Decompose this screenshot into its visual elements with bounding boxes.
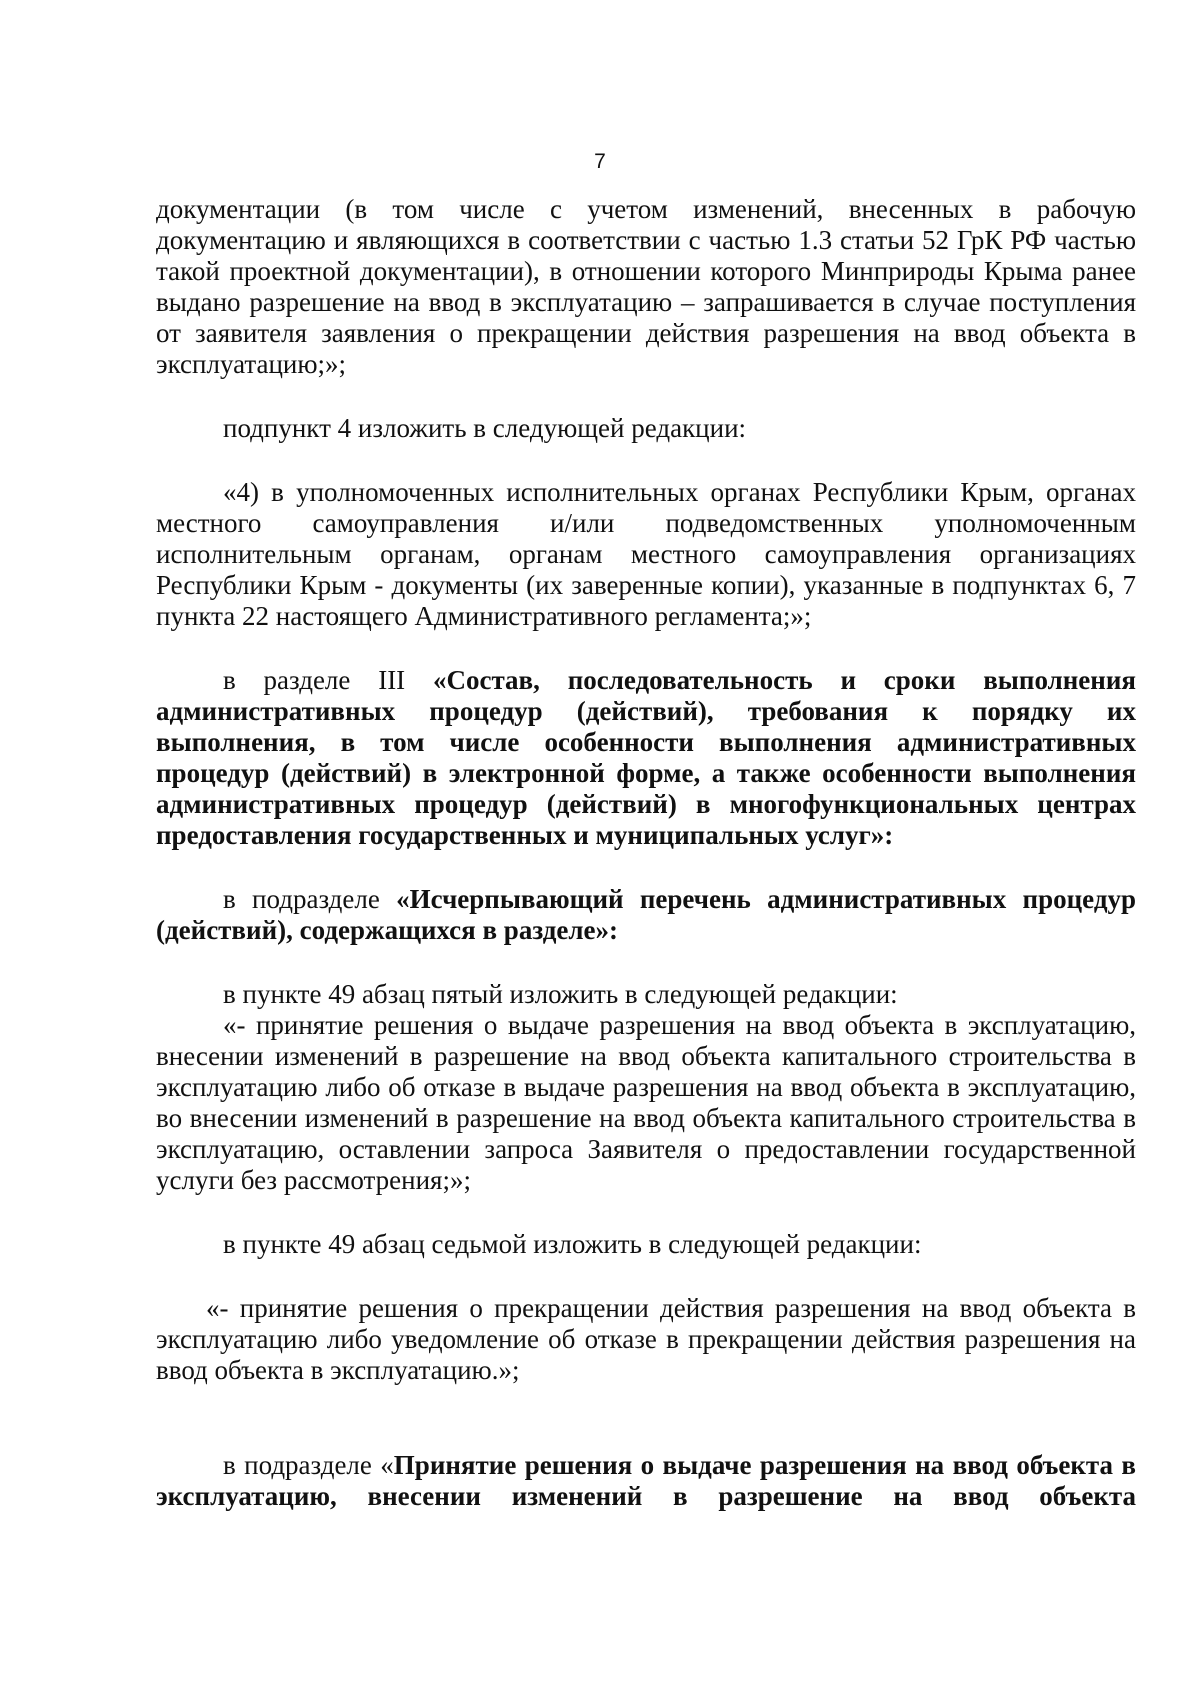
section-iii-prefix: в разделе III: [223, 665, 433, 695]
paragraph-continuation: документации (в том числе с учетом изменений, внесенных в рабочую документацию и являющихся в соответствии с частью 1.3 статьи 52 ГрК РФ частью такой проектной документации), в отношении которого Минприроды Крыма ранее выдано разрешение на ввод в эксплуатацию – запрашивается в случае поступления от заявителя заявления о прекращении действия разрешения на ввод объекта в эксплуатацию;»;: [156, 194, 1136, 379]
document-body: [156, 194, 1136, 1512]
paragraph-subitem-4-instruction: подпункт 4 изложить в следующей редакции:: [223, 413, 747, 443]
paragraph-item-49-seventh-instruction: в пункте 49 абзац седьмой изложить в следующей редакции:: [223, 1229, 922, 1259]
paragraph-item-49-fifth-instruction: в пункте 49 абзац пятый изложить в следующей редакции:: [223, 979, 898, 1009]
paragraph-item-49-fifth-text: «- принятие решения о выдаче разрешения на ввод объекта в эксплуатацию, внесении изменений в разрешение на ввод объекта капитального строительства в эксплуатацию либо об отказе в выдаче разрешения на ввод объекта в эксплуатацию, во внесении изменений в разрешение на ввод объекта капитального строительства в эксплуатацию, оставлении запроса Заявителя о предоставлении государственной услуги без рассмотрения;»;: [156, 1010, 1136, 1195]
subsection-decision-title: Принятие решения о выдаче разрешения на ввод объекта в эксплуатацию, внесении изменений в разрешение на ввод объекта: [156, 1450, 1136, 1511]
paragraph-subsection-decision: [156, 1450, 1136, 1512]
paragraph-item-49-seventh-text: «- принятие решения о прекращении действия разрешения на ввод объекта в эксплуатацию либо уведомление об отказе в прекращении действия разрешения на ввод объекта в эксплуатацию.»;: [156, 1293, 1136, 1385]
page-number: 7: [594, 150, 606, 173]
section-iii-title: «Состав, последовательность и сроки выполнения административных процедур (действий), требования к порядку их выполнения, в том числе особенности выполнения административных процедур (действий) в электронной форме, а также особенности выполнения административных процедур (действий) в многофункциональных центрах предоставления государственных и муниципальных услуг»:: [156, 665, 1136, 850]
paragraph-subitem-4-text: «4) в уполномоченных исполнительных органах Республики Крым, органах местного самоуправления и/или подведомственных уполномоченным исполнительным органам, органам местного самоуправления организациях Республики Крым - документы (их заверенные копии), указанные в подпунктах 6, 7 пункта 22 настоящего Административного регламента;»;: [156, 477, 1136, 631]
paragraph-section-iii: [156, 665, 1136, 851]
subsection-decision-prefix: в подразделе «: [223, 1450, 394, 1480]
subsection-list-prefix: в подразделе: [223, 884, 397, 914]
subsection-list-title: «Исчерпывающий перечень административных процедур (действий), содержащихся в разделе»:: [156, 884, 1136, 945]
paragraph-subsection-list: [156, 884, 1136, 946]
